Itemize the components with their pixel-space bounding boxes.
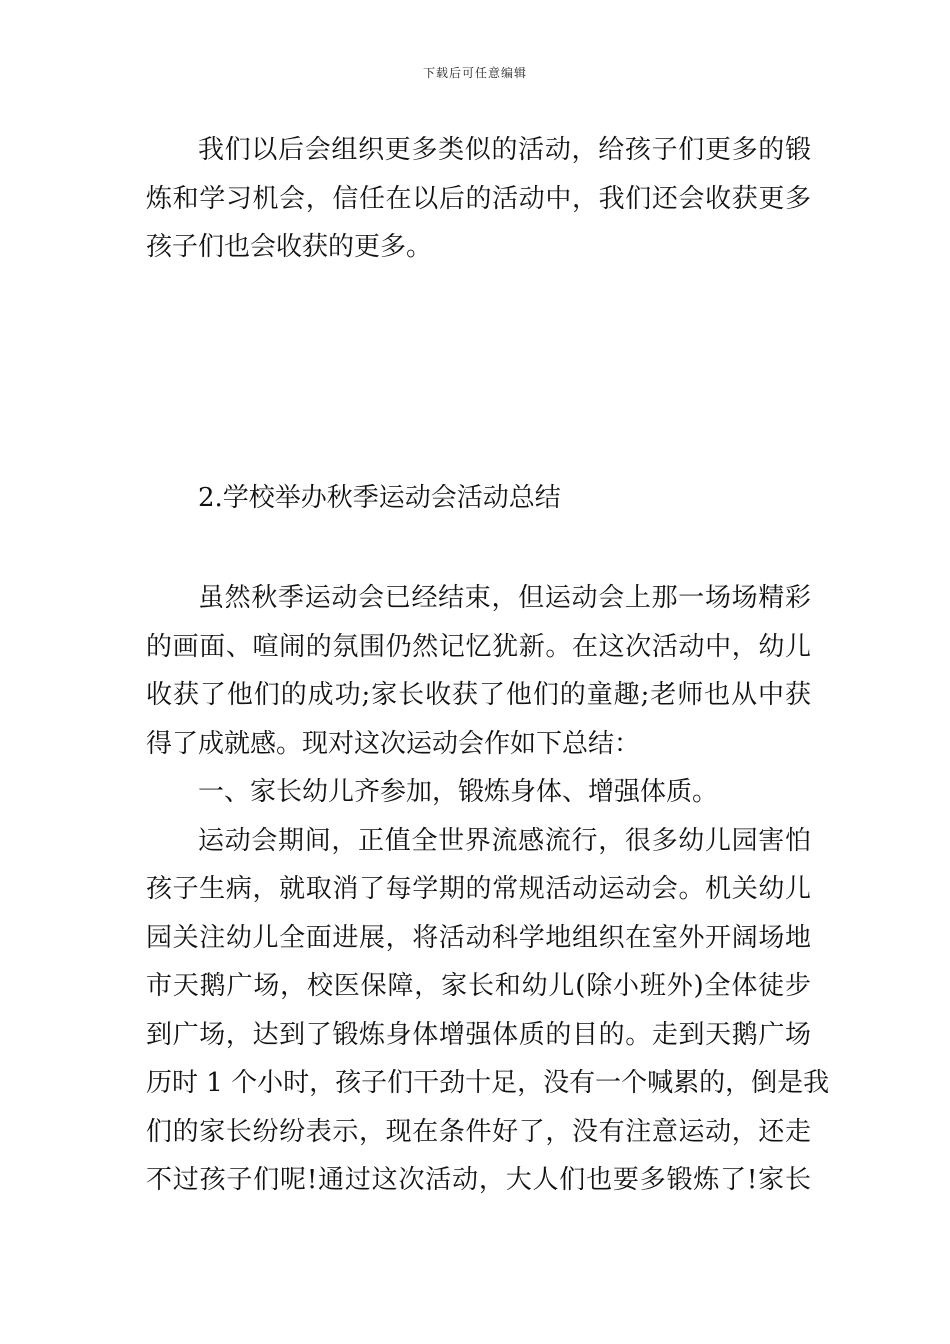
paragraph-line: 孩子们也会收获的更多。: [146, 232, 433, 262]
paragraph-line: 到广场，达到了锻炼身体增强体质的目的。走到天鹅广场: [146, 1019, 811, 1050]
paragraph-line: 不过孩子们呢!通过这次活动，大人们也要多锻炼了!家长: [146, 1165, 811, 1195]
subheading: 一、家长幼儿齐参加，锻炼身体、增强体质。: [198, 777, 719, 807]
paragraph-line: 园关注幼儿全面进展，将活动科学地组织在室外开阔场地: [146, 922, 811, 953]
paragraph-line: 收获了他们的成功;家长收获了他们的童趣;老师也从中获: [146, 680, 811, 710]
paragraph-line: 炼和学习机会，信任在以后的活动中，我们还会收获更多: [146, 183, 811, 214]
paragraph-closing: [146, 126, 811, 272]
paragraph-summary: [146, 574, 830, 1205]
section-heading: 2.学校举办秋季运动会活动总结: [198, 483, 561, 513]
paragraph-line: 的画面、喧闹的氛围仍然记忆犹新。在这次活动中，幼儿: [146, 631, 811, 662]
paragraph-line: 孩子生病，就取消了每学期的常规活动运动会。机关幼儿: [146, 874, 811, 904]
paragraph-line: 得了成就感。现对这次运动会作如下总结：: [146, 728, 641, 759]
paragraph-line: 历时 1 个小时，孩子们干劲十足，没有一个喊累的，倒是我: [146, 1068, 830, 1098]
header-note: 下载后可任意编辑: [422, 66, 527, 80]
paragraph-line: 运动会期间，正值全世界流感流行，很多幼儿园害怕: [198, 825, 811, 856]
paragraph-line: 们的家长纷纷表示，现在条件好了，没有注意运动，还走: [146, 1116, 811, 1147]
paragraph-line: 我们以后会组织更多类似的活动，给孩子们更多的锻: [198, 135, 811, 165]
paragraph-line: 虽然秋季运动会已经结束，但运动会上那一场场精彩: [198, 583, 811, 613]
paragraph-line: 市天鹅广场，校医保障，家长和幼儿(除小班外)全体徒步: [146, 971, 811, 1001]
